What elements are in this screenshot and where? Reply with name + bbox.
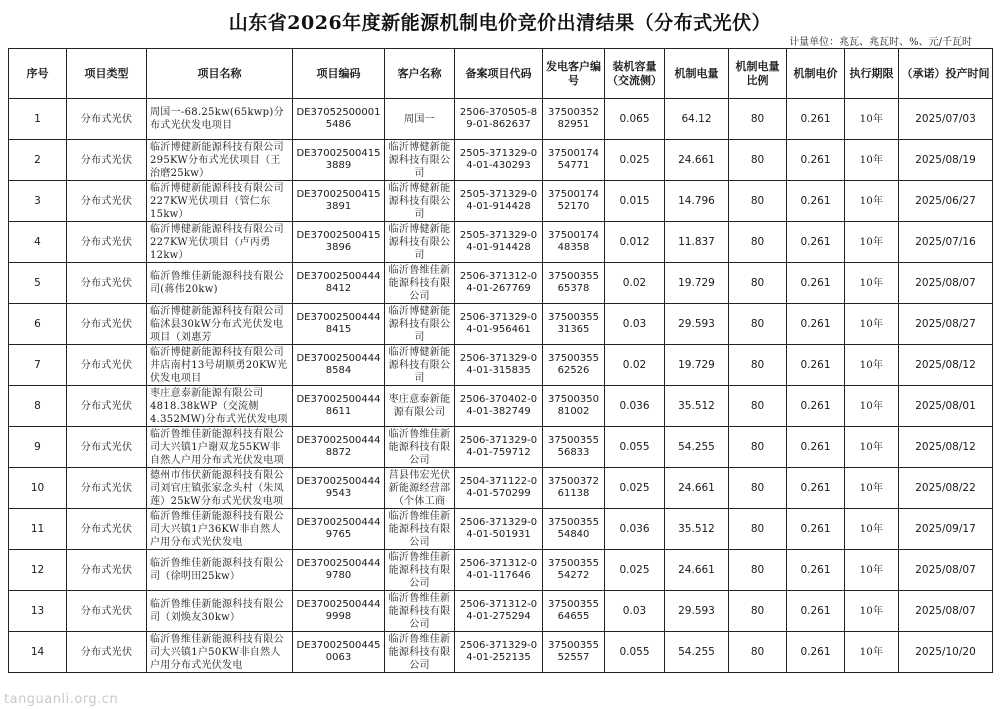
cell-client-no-text: 3750035556833 — [548, 435, 599, 458]
cell-price: 0.261 — [787, 591, 845, 632]
cell-project-name — [147, 181, 293, 222]
cell-type: 分布式光伏 — [67, 509, 147, 550]
cell-capacity: 0.03 — [605, 591, 665, 632]
cell-project-name-text: 临沂博健新能源科技有限公司227KW光伏项目（卢丙勇12kw） — [150, 223, 284, 261]
cell-energy: 54.255 — [665, 632, 729, 673]
cell-energy: 19.729 — [665, 263, 729, 304]
cell-project-code — [293, 99, 385, 140]
cell-type: 分布式光伏 — [67, 591, 147, 632]
table-row — [9, 427, 993, 468]
cell-client-no-text: 3750035282951 — [548, 107, 599, 130]
cell-project-code-text: DE370025004448872 — [296, 435, 381, 458]
cell-type: 分布式光伏 — [67, 222, 147, 263]
cell-filing-code-text: 2506-371329-04-01-759712 — [459, 435, 538, 458]
cell-filing-code-text: 2506-371329-04-01-956461 — [459, 312, 538, 335]
cell-project-code — [293, 304, 385, 345]
cell-client-no — [543, 304, 605, 345]
cell-date: 2025/08/22 — [899, 468, 993, 509]
cell-date: 2025/07/03 — [899, 99, 993, 140]
cell-project-name-text: 周国一-68.25kw(65kwp)分布式光伏发电项目 — [150, 107, 284, 131]
cell-capacity: 0.055 — [605, 427, 665, 468]
cell-project-code-text: DE370025004153896 — [296, 230, 381, 253]
cell-price: 0.261 — [787, 468, 845, 509]
cell-term: 10年 — [845, 427, 899, 468]
cell-ratio: 80 — [729, 550, 787, 591]
cell-type: 分布式光伏 — [67, 140, 147, 181]
cell-project-code — [293, 509, 385, 550]
cell-client-no-text: 3750035564655 — [548, 599, 599, 622]
cell-energy: 35.512 — [665, 386, 729, 427]
cell-project-name-text: 临沂博健新能源科技有限公司295KW分布式光伏项目（王治磨25kw） — [150, 141, 284, 179]
cell-project-code-text: DE370025004153889 — [296, 148, 381, 171]
col-header-no: 序号 — [9, 49, 67, 99]
cell-filing-code — [455, 468, 543, 509]
cell-project-name — [147, 345, 293, 386]
cell-customer — [385, 386, 455, 427]
cell-filing-code-text: 2505-371329-04-01-914428 — [459, 189, 538, 212]
cell-client-no — [543, 181, 605, 222]
cell-capacity: 0.025 — [605, 468, 665, 509]
cell-capacity: 0.025 — [605, 140, 665, 181]
cell-filing-code — [455, 632, 543, 673]
cell-client-no-text: 3750035552557 — [548, 640, 599, 663]
cell-type: 分布式光伏 — [67, 550, 147, 591]
cell-ratio: 80 — [729, 509, 787, 550]
cell-project-name-text: 临沂鲁维佳新能源科技有限公司（徐明田25kw） — [150, 558, 284, 582]
cell-project-code-text: DE370025004448415 — [296, 312, 381, 335]
cell-customer-text: 临沂博健新能源科技有限公司 — [388, 346, 451, 384]
cell-date: 2025/08/07 — [899, 263, 993, 304]
cell-client-no — [543, 99, 605, 140]
cell-energy: 64.12 — [665, 99, 729, 140]
cell-project-code-text: DE370525000015486 — [296, 107, 381, 130]
cell-term: 10年 — [845, 181, 899, 222]
cell-no: 14 — [9, 632, 67, 673]
cell-no: 6 — [9, 304, 67, 345]
cell-project-code-text: DE370025004448611 — [296, 394, 381, 417]
table-row — [9, 468, 993, 509]
cell-customer-text: 临沂鲁维佳新能源科技有限公司 — [388, 592, 451, 630]
cell-filing-code-text: 2505-371329-04-01-914428 — [459, 230, 538, 253]
cell-project-code-text: DE370025004153891 — [296, 189, 381, 212]
cell-filing-code — [455, 181, 543, 222]
cell-customer-text: 枣庄意泰新能源有限公司 — [388, 394, 451, 418]
cell-ratio: 80 — [729, 222, 787, 263]
cell-no: 7 — [9, 345, 67, 386]
col-header-client-no: 发电客户编号 — [543, 49, 605, 99]
cell-term: 10年 — [845, 591, 899, 632]
cell-capacity: 0.02 — [605, 345, 665, 386]
cell-project-code — [293, 427, 385, 468]
cell-term: 10年 — [845, 263, 899, 304]
cell-ratio: 80 — [729, 468, 787, 509]
cell-customer-text: 周国一 — [404, 113, 435, 125]
cell-no: 10 — [9, 468, 67, 509]
cell-customer — [385, 304, 455, 345]
col-header-filing: 备案项目代码 — [455, 49, 543, 99]
cell-type: 分布式光伏 — [67, 181, 147, 222]
cell-project-name — [147, 468, 293, 509]
col-header-energy: 机制电量 — [665, 49, 729, 99]
cell-type: 分布式光伏 — [67, 263, 147, 304]
table-row — [9, 591, 993, 632]
cell-project-code-text: DE370025004448412 — [296, 271, 381, 294]
cell-date: 2025/08/19 — [899, 140, 993, 181]
cell-project-code-text: DE370025004448584 — [296, 353, 381, 376]
cell-customer — [385, 427, 455, 468]
cell-customer-text: 临沂鲁维佳新能源科技有限公司 — [388, 428, 451, 466]
cell-project-name — [147, 99, 293, 140]
cell-project-code — [293, 222, 385, 263]
cell-term: 10年 — [845, 509, 899, 550]
unit-note: 计量单位：兆瓦、兆瓦时、%、元/千瓦时 — [789, 37, 972, 48]
cell-price: 0.261 — [787, 345, 845, 386]
cell-project-code — [293, 263, 385, 304]
cell-date: 2025/06/27 — [899, 181, 993, 222]
cell-filing-code-text: 2506-371312-04-01-267769 — [459, 271, 538, 294]
cell-customer — [385, 591, 455, 632]
cell-term: 10年 — [845, 386, 899, 427]
cell-ratio: 80 — [729, 632, 787, 673]
cell-price: 0.261 — [787, 550, 845, 591]
cell-project-name-text: 临沂鲁维佳新能源科技有限公司(蒋伟20kw) — [150, 271, 284, 295]
cell-project-name-text: 临沂鲁维佳新能源科技有限公司大兴镇1户50KW非自然人户用分布式光伏发电 — [150, 633, 284, 671]
cell-client-no — [543, 591, 605, 632]
cell-date: 2025/08/01 — [899, 386, 993, 427]
cell-customer-text: 临沂博健新能源科技有限公司 — [388, 182, 451, 220]
cell-date: 2025/08/07 — [899, 550, 993, 591]
cell-project-name-text: 德州市伟伏新能源科技有限公司刘官庄镇张家念头村（朱凤莲）25kW分布式光伏发电项 — [150, 469, 284, 507]
cell-ratio: 80 — [729, 427, 787, 468]
col-header-ratio: 机制电量比例 — [729, 49, 787, 99]
table-row — [9, 140, 993, 181]
cell-capacity: 0.012 — [605, 222, 665, 263]
cell-capacity: 0.02 — [605, 263, 665, 304]
cell-project-code — [293, 345, 385, 386]
col-header-date: （承诺）投产时间 — [899, 49, 993, 99]
cell-price: 0.261 — [787, 427, 845, 468]
cell-energy: 24.661 — [665, 468, 729, 509]
table-row — [9, 181, 993, 222]
watermark: tanguanli.org.cn — [4, 692, 119, 707]
cell-project-code-text: DE370025004449998 — [296, 599, 381, 622]
cell-project-name-text: 临沂鲁维佳新能源科技有限公司（刘焕友30kw） — [150, 599, 284, 623]
cell-filing-code — [455, 509, 543, 550]
cell-project-code — [293, 550, 385, 591]
cell-filing-code-text: 2506-371312-04-01-275294 — [459, 599, 538, 622]
cell-project-name — [147, 140, 293, 181]
cell-project-code-text: DE370025004450063 — [296, 640, 381, 663]
col-header-code: 项目编码 — [293, 49, 385, 99]
cell-term: 10年 — [845, 222, 899, 263]
cell-client-no — [543, 222, 605, 263]
cell-no: 4 — [9, 222, 67, 263]
cell-filing-code — [455, 386, 543, 427]
cell-client-no — [543, 632, 605, 673]
table-row — [9, 304, 993, 345]
cell-customer-text: 临沂鲁维佳新能源科技有限公司 — [388, 633, 451, 671]
cell-project-code — [293, 468, 385, 509]
cell-energy: 24.661 — [665, 550, 729, 591]
cell-term: 10年 — [845, 345, 899, 386]
col-header-capacity: 装机容量（交流侧） — [605, 49, 665, 99]
table-row — [9, 222, 993, 263]
cell-project-name — [147, 304, 293, 345]
cell-energy: 54.255 — [665, 427, 729, 468]
cell-term: 10年 — [845, 99, 899, 140]
cell-filing-code — [455, 99, 543, 140]
cell-customer-text: 莒县伟宏光伏新能源经营部（个体工商 — [388, 469, 451, 507]
cell-no: 11 — [9, 509, 67, 550]
cell-customer — [385, 222, 455, 263]
cell-date: 2025/08/12 — [899, 427, 993, 468]
col-header-term: 执行期限 — [845, 49, 899, 99]
header-row — [9, 49, 993, 99]
cell-project-name — [147, 427, 293, 468]
col-header-type: 项目类型 — [67, 49, 147, 99]
cell-customer — [385, 509, 455, 550]
cell-date: 2025/08/12 — [899, 345, 993, 386]
cell-price: 0.261 — [787, 140, 845, 181]
cell-filing-code-text: 2506-371329-04-01-501931 — [459, 517, 538, 540]
cell-price: 0.261 — [787, 304, 845, 345]
page-title: 山东省2026年度新能源机制电价竞价出清结果（分布式光伏） — [228, 12, 772, 34]
cell-filing-code — [455, 140, 543, 181]
cell-client-no-text: 3750017452170 — [548, 189, 599, 212]
cell-date: 2025/08/07 — [899, 591, 993, 632]
cell-no: 12 — [9, 550, 67, 591]
cell-filing-code-text: 2506-370402-04-01-382749 — [459, 394, 538, 417]
col-header-customer: 客户名称 — [385, 49, 455, 99]
cell-capacity: 0.025 — [605, 550, 665, 591]
cell-client-no-text: 3750035554272 — [548, 558, 599, 581]
cell-date: 2025/10/20 — [899, 632, 993, 673]
cell-capacity: 0.055 — [605, 632, 665, 673]
cell-capacity: 0.03 — [605, 304, 665, 345]
cell-client-no-text: 3750035081002 — [548, 394, 599, 417]
cell-filing-code — [455, 591, 543, 632]
cell-capacity: 0.036 — [605, 509, 665, 550]
cell-ratio: 80 — [729, 304, 787, 345]
cell-energy: 19.729 — [665, 345, 729, 386]
cell-type: 分布式光伏 — [67, 345, 147, 386]
cell-ratio: 80 — [729, 345, 787, 386]
cell-project-code-text: DE370025004449765 — [296, 517, 381, 540]
cell-energy: 29.593 — [665, 304, 729, 345]
table-row — [9, 632, 993, 673]
cell-project-name — [147, 263, 293, 304]
cell-price: 0.261 — [787, 632, 845, 673]
cell-customer-text: 临沂鲁维佳新能源科技有限公司 — [388, 264, 451, 302]
cell-project-name-text: 临沂鲁维佳新能源科技有限公司大兴镇1户谢双龙55KW非自然人户用分布式光伏发电项 — [150, 428, 284, 466]
cell-client-no-text: 3750037261138 — [548, 476, 599, 499]
cell-project-name-text: 临沂博健新能源科技有限公司227KW光伏项目（管仁东15kw） — [150, 182, 284, 220]
col-header-name: 项目名称 — [147, 49, 293, 99]
cell-price: 0.261 — [787, 181, 845, 222]
cell-customer — [385, 632, 455, 673]
cell-price: 0.261 — [787, 263, 845, 304]
cell-client-no — [543, 550, 605, 591]
cell-ratio: 80 — [729, 263, 787, 304]
cell-filing-code — [455, 427, 543, 468]
cell-client-no-text: 3750035565378 — [548, 271, 599, 294]
cell-client-no-text: 3750035531365 — [548, 312, 599, 335]
cell-energy: 24.661 — [665, 140, 729, 181]
cell-client-no — [543, 468, 605, 509]
cell-no: 1 — [9, 99, 67, 140]
cell-price: 0.261 — [787, 509, 845, 550]
cell-client-no — [543, 427, 605, 468]
cell-filing-code-text: 2506-371329-04-01-315835 — [459, 353, 538, 376]
cell-filing-code-text: 2504-371122-04-01-570299 — [459, 476, 538, 499]
cell-date: 2025/08/27 — [899, 304, 993, 345]
cell-project-name-text: 临沂博健新能源科技有限公司井店南村13号胡顺勇20KW光伏发电项目 — [150, 346, 288, 384]
table-row — [9, 345, 993, 386]
cell-client-no — [543, 345, 605, 386]
cell-client-no-text: 3750017454771 — [548, 148, 599, 171]
table-row — [9, 386, 993, 427]
cell-project-name-text: 枣庄意泰新能源有限公司4818.38kWP（交流侧4.352MW)分布式光伏发电项 — [150, 387, 288, 425]
cell-project-code-text: DE370025004449780 — [296, 558, 381, 581]
cell-energy: 11.837 — [665, 222, 729, 263]
cell-client-no-text: 3750035562526 — [548, 353, 599, 376]
cell-price: 0.261 — [787, 99, 845, 140]
cell-ratio: 80 — [729, 99, 787, 140]
cell-project-code — [293, 386, 385, 427]
cell-client-no — [543, 386, 605, 427]
cell-customer — [385, 181, 455, 222]
cell-term: 10年 — [845, 140, 899, 181]
cell-filing-code — [455, 263, 543, 304]
cell-project-code — [293, 591, 385, 632]
cell-client-no — [543, 140, 605, 181]
cell-no: 3 — [9, 181, 67, 222]
cell-client-no — [543, 263, 605, 304]
cell-client-no — [543, 509, 605, 550]
cell-date: 2025/09/17 — [899, 509, 993, 550]
cell-energy: 14.796 — [665, 181, 729, 222]
cell-energy: 29.593 — [665, 591, 729, 632]
cell-date: 2025/07/16 — [899, 222, 993, 263]
table-row — [9, 509, 993, 550]
cell-project-code-text: DE370025004449543 — [296, 476, 381, 499]
table-row — [9, 99, 993, 140]
cell-customer — [385, 550, 455, 591]
cell-project-name — [147, 222, 293, 263]
cell-project-code — [293, 181, 385, 222]
cell-filing-code — [455, 304, 543, 345]
cell-customer-text: 临沂博健新能源科技有限公司 — [388, 141, 451, 179]
cell-price: 0.261 — [787, 386, 845, 427]
cell-term: 10年 — [845, 550, 899, 591]
cell-customer — [385, 345, 455, 386]
table-body — [9, 99, 993, 673]
cell-filing-code — [455, 345, 543, 386]
cell-customer — [385, 99, 455, 140]
cell-ratio: 80 — [729, 181, 787, 222]
cell-no: 9 — [9, 427, 67, 468]
cell-capacity: 0.015 — [605, 181, 665, 222]
cell-customer-text: 临沂鲁维佳新能源科技有限公司 — [388, 551, 451, 589]
cell-no: 13 — [9, 591, 67, 632]
cell-filing-code-text: 2506-371329-04-01-252135 — [459, 640, 538, 663]
cell-type: 分布式光伏 — [67, 427, 147, 468]
table-row — [9, 263, 993, 304]
cell-ratio: 80 — [729, 386, 787, 427]
cell-energy: 35.512 — [665, 509, 729, 550]
col-header-price: 机制电价 — [787, 49, 845, 99]
cell-ratio: 80 — [729, 591, 787, 632]
cell-capacity: 0.065 — [605, 99, 665, 140]
cell-customer-text: 临沂鲁维佳新能源科技有限公司 — [388, 510, 451, 548]
cell-type: 分布式光伏 — [67, 386, 147, 427]
cell-customer — [385, 263, 455, 304]
results-table — [8, 48, 993, 673]
table-row — [9, 550, 993, 591]
cell-capacity: 0.036 — [605, 386, 665, 427]
cell-project-name — [147, 550, 293, 591]
cell-project-code — [293, 632, 385, 673]
cell-type: 分布式光伏 — [67, 468, 147, 509]
cell-project-name — [147, 632, 293, 673]
cell-type: 分布式光伏 — [67, 99, 147, 140]
cell-project-name-text: 临沂鲁维佳新能源科技有限公司大兴镇1户36KW非自然人户用分布式光伏发电 — [150, 510, 284, 548]
cell-type: 分布式光伏 — [67, 632, 147, 673]
cell-filing-code-text: 2505-371329-04-01-430293 — [459, 148, 538, 171]
cell-type: 分布式光伏 — [67, 304, 147, 345]
cell-filing-code-text: 2506-370505-89-01-862637 — [459, 107, 538, 130]
cell-filing-code — [455, 222, 543, 263]
cell-ratio: 80 — [729, 140, 787, 181]
cell-term: 10年 — [845, 468, 899, 509]
cell-client-no-text: 3750035554840 — [548, 517, 599, 540]
cell-customer-text: 临沂博健新能源科技有限公司 — [388, 305, 451, 343]
cell-project-name — [147, 509, 293, 550]
cell-no: 8 — [9, 386, 67, 427]
cell-project-name-text: 临沂博健新能源科技有限公司临沭县30kW分布式光伏发电项目（刘惠芳 — [150, 305, 284, 343]
cell-filing-code-text: 2506-371312-04-01-117646 — [459, 558, 538, 581]
cell-customer — [385, 468, 455, 509]
cell-customer — [385, 140, 455, 181]
cell-customer-text: 临沂博健新能源科技有限公司 — [388, 223, 451, 261]
cell-project-name — [147, 386, 293, 427]
cell-price: 0.261 — [787, 222, 845, 263]
cell-project-code — [293, 140, 385, 181]
cell-client-no-text: 3750017448358 — [548, 230, 599, 253]
cell-term: 10年 — [845, 304, 899, 345]
cell-no: 5 — [9, 263, 67, 304]
cell-project-name — [147, 591, 293, 632]
cell-term: 10年 — [845, 632, 899, 673]
cell-no: 2 — [9, 140, 67, 181]
cell-filing-code — [455, 550, 543, 591]
